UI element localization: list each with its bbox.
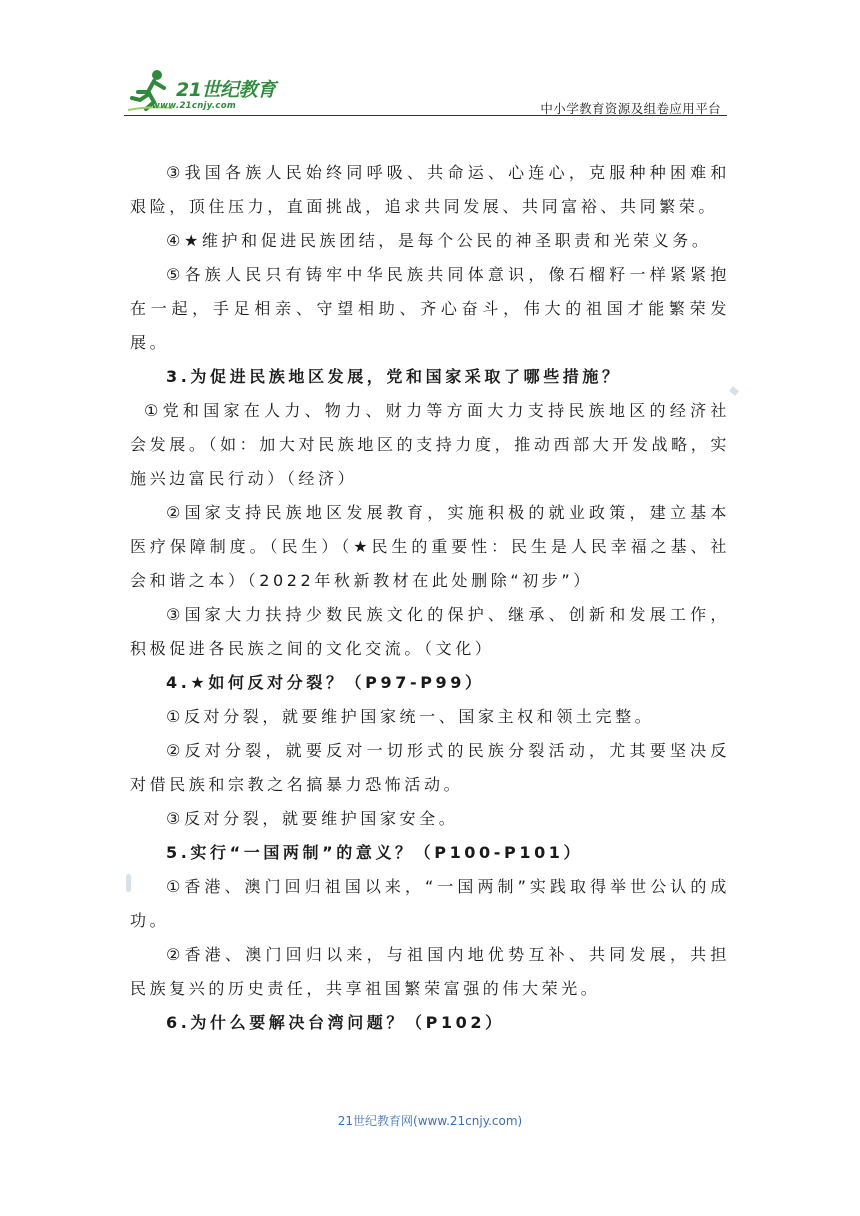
- answer-item-1: ①反对分裂，就要维护国家统一、国家主权和领土完整。: [166, 707, 655, 726]
- answer-item-2: ②香港、澳门回归以来，与祖国内地优势互补、共同发展，共担民族复兴的历史责任，共享祖国繁荣富强的伟大荣光。: [130, 945, 730, 998]
- scan-mark-left: [126, 874, 131, 892]
- question-heading-4: 4.★如何反对分裂？（P97-P99）: [166, 673, 485, 692]
- paragraph-item-4: ④★维护和促进民族团结，是每个公民的神圣职责和光荣义务。: [166, 231, 712, 250]
- page-footer: 21世纪教育网(www.21cnjy.com): [337, 1114, 523, 1128]
- site-logo: [124, 66, 294, 116]
- scan-mark-right: [729, 386, 739, 396]
- answer-item-2: ②反对分裂，就要反对一切形式的民族分裂活动，尤其要坚决反对借民族和宗教之名搞暴力恐怖活动。: [130, 741, 730, 794]
- paragraph-item-5: ⑤各族人民只有铸牢中华民族共同体意识，像石榴籽一样紧紧抱在一起，手足相亲、守望相助、齐心奋斗，伟大的祖国才能繁荣发展。: [130, 265, 730, 352]
- answer-item-1: ①香港、澳门回归祖国以来，“一国两制”实践取得举世公认的成功。: [130, 877, 730, 930]
- question-heading-5: 5.实行“一国两制”的意义？（P100-P101）: [166, 843, 584, 862]
- answer-item-2: ②国家支持民族地区发展教育，实施积极的就业政策，建立基本医疗保障制度。（民生）（★民生的重要性：民生是人民幸福之基、社会和谐之本）（2022年秋新教材在此处删除“初步”）: [130, 503, 730, 590]
- logo-text: 21世纪教育: [176, 79, 276, 101]
- paragraph-item-3: ③我国各族人民始终同呼吸、共命运、心连心，克服种种困难和艰险，顶住压力，直面挑战，追求共同发展、共同富裕、共同繁荣。: [130, 163, 730, 216]
- header-divider: [124, 115, 727, 116]
- answer-item-3: ③国家大力扶持少数民族文化的保护、继承、创新和发展工作，积极促进各民族之间的文化交流。（文化）: [130, 605, 730, 658]
- question-heading-3: 3.为促进民族地区发展，党和国家采取了哪些措施？: [166, 367, 622, 386]
- question-heading-6: 6.为什么要解决台湾问题？（P102）: [166, 1013, 505, 1032]
- answer-item-1: ①党和国家在人力、物力、财力等方面大力支持民族地区的经济社会发展。（如：加大对民族地区的支持力度，推动西部大开发战略，实施兴边富民行动）（经济）: [130, 401, 730, 488]
- answer-item-3: ③反对分裂，就要维护国家安全。: [166, 809, 459, 828]
- header-tagline: 中小学教育资源及组卷应用平台: [540, 101, 721, 116]
- page-header: [124, 66, 727, 118]
- logo-url: www.21cnjy.com: [152, 101, 236, 111]
- document-body: [130, 156, 730, 1040]
